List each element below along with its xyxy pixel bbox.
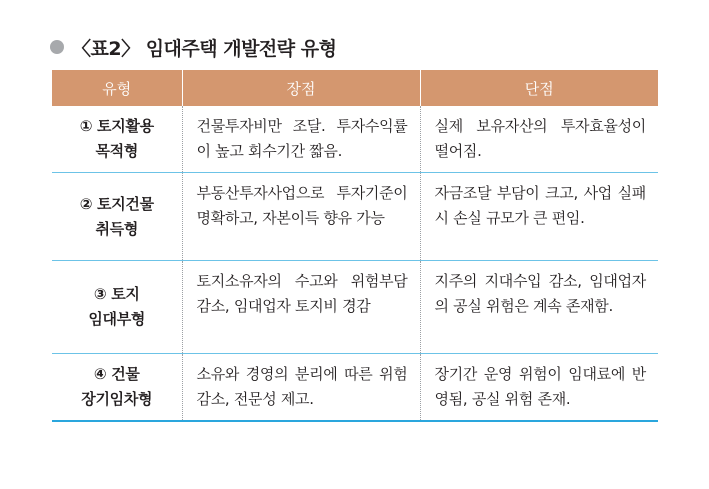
table-title: 〈표2〉 임대주택 개발전략 유형	[72, 37, 337, 60]
table-row	[52, 173, 658, 261]
header-pros: 장점	[182, 70, 420, 106]
type-cell	[52, 106, 182, 173]
type-name: 토지활용 목적형	[95, 117, 154, 160]
type-number: ①	[79, 117, 93, 135]
cons-cell: 실제 보유자산의 투자효율성이 떨어짐.	[420, 106, 658, 173]
type-name: 토지건물 취득형	[95, 194, 154, 238]
header-cons: 단점	[420, 70, 658, 106]
type-name: 건물 장기임차형	[81, 365, 153, 408]
table-row	[52, 106, 658, 173]
type-number: ③	[93, 285, 107, 303]
header-type: 유형	[52, 70, 182, 106]
cons-cell: 자금조달 부담이 크고, 사업 실패 시 손실 규모가 큰 편임.	[420, 173, 658, 261]
type-number: ④	[93, 365, 107, 383]
bullet-icon	[50, 40, 64, 54]
type-cell	[52, 354, 182, 422]
type-cell	[52, 261, 182, 354]
cons-cell: 지주의 지대수입 감소, 임대업자의 공실 위험은 계속 존재함.	[420, 261, 658, 354]
table-row	[52, 261, 658, 354]
type-number: ②	[79, 194, 93, 213]
type-name: 토지 임대부형	[88, 285, 146, 328]
type-cell	[52, 173, 182, 261]
title-row	[50, 32, 336, 62]
pros-cell: 토지소유자의 수고와 위험부담 감소, 임대업자 토지비 경감	[182, 261, 420, 354]
cons-cell: 장기간 운영 위험이 임대료에 반영됨, 공실 위험 존재.	[420, 354, 658, 422]
pros-cell: 소유와 경영의 분리에 따른 위험 감소, 전문성 제고.	[182, 354, 420, 422]
strategy-table	[52, 70, 658, 422]
header-row	[52, 70, 658, 106]
table-row	[52, 354, 658, 422]
pros-cell: 건물투자비만 조달. 투자수익률이 높고 회수기간 짧음.	[182, 106, 420, 173]
pros-cell: 부동산투자사업으로 투자기준이 명확하고, 자본이득 향유 가능	[182, 173, 420, 261]
